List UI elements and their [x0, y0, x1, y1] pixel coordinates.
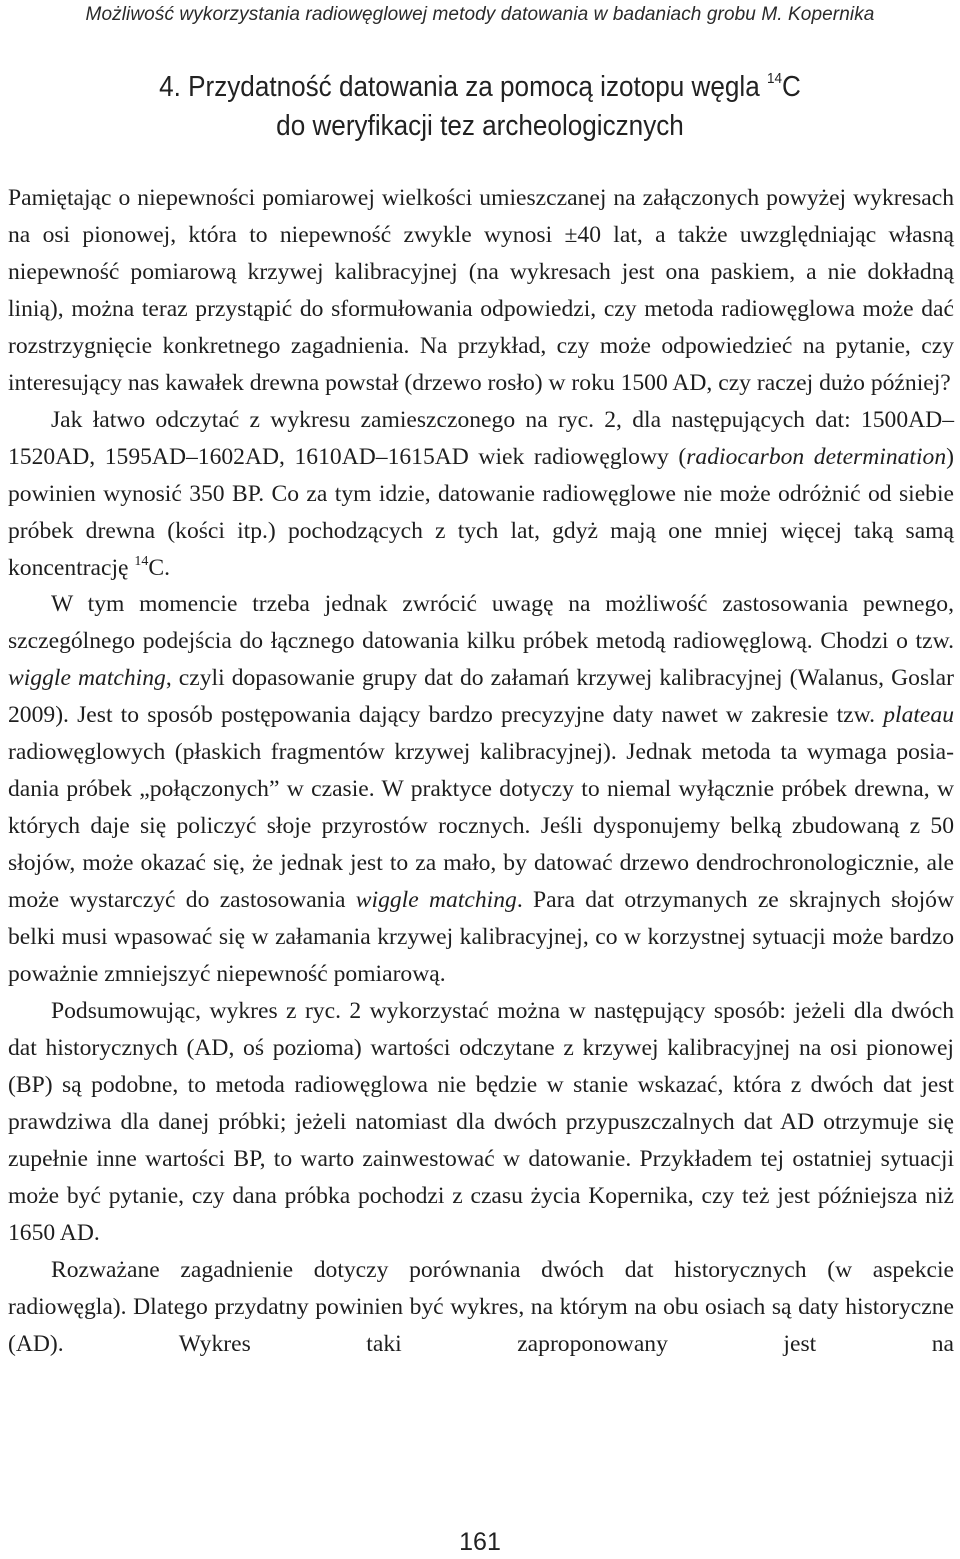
italic-term: wiggle matching — [355, 887, 517, 914]
section-title-line1: 4. Przydatność datowania za pomocą izotopu węgla $^{14}$C — [159, 70, 801, 103]
running-header: Możliwość wykorzystania radiowęglowej metody datowania w badaniach grobu M. Kopernika — [85, 4, 875, 25]
paragraph-5: Rozważane zagadnienie dotyczy porównania dwóch dat historycznych (w aspekcie radiowęgla). Dlatego przydatny powinien być wykres, na którym na obu osiach są daty historyczne (AD). Wykres taki zaproponowany jest na — [8, 1256, 954, 1357]
italic-term: wiggle matching — [8, 665, 166, 692]
italic-term: radiocarbon determination — [686, 443, 947, 470]
section-body — [8, 180, 954, 1363]
paragraph-3: W tym momencie trzeba jednak zwrócić uwagę na możliwość zastosowania pewnego, szczególnego podejścia do łącznego datowania kilku próbek metodą radiowęglową. Chodzi o tzw. wiggle matching, czyli dopasowanie grupy dat do załamań krzywej kalibracyjnej (Walanus, Goslar 2009). Jest to sposób postępowania dający bardzo precyzyjne daty nawet w zakresie tzw. plateau radiowęglowych (płaskich fragmentów krzywej kalibracyjnej). Jednak metoda ta wymaga posiadania próbek „połączonych” w czasie. W praktyce dotyczy to niemal wyłącznie próbek drewna, w których daje się policzyć słoje przyrostów rocznych. Jeśli dysponujemy belką zbudowaną z 50 słojów, może okazać się, że jednak jest to za mało, by datować drzewo dendrochronologicznie, ale może wystarczyć do zastosowania wiggle matching. Para dat otrzymanych ze skrajnych słojów belki musi wpasować się w załamania krzywej kalibracyjnej, co w korzystnej sytuacji może bardzo poważnie zmniejszyć niepewność pomiarową. — [8, 591, 955, 988]
section-title-line2: do weryfikacji tez archeologicznych — [276, 110, 684, 142]
paragraph-1: Pamiętając o niepewności pomiarowej wielkości umieszczanej na załączonych powyżej wykresach na osi pionowej, która to niepewność zwykle wynosi ±40 lat, a także uwzględniając własną niepewność pomiarową krzywej kalibracyjnej (na wykresach jest ona paskiem, a nie dokładną linią), można teraz przystąpić do sformułowania odpowiedzi, czy metoda radiowęglowa może dać rozstrzygnięcie konkretnego zagadnienia. Na przykład, czy może odpowiedzieć na pytanie, czy interesujący nas kawałek drewna powstał (drzewo rosło) w roku 1500 AD, czy raczej dużo później? — [8, 185, 954, 396]
paragraph-4: Podsumowując, wykres z ryc. 2 wykorzystać można w następujący sposób: jeżeli dla dwóch dat historycznych (AD, oś pozioma) wartości odczytane z krzywej kalibracyjnej na osi pionowej (BP) są podobne, to metoda radiowęglowa nie będzie w stanie wskazać, która z dwóch dat jest prawdziwa dla danej próbki; jeżeli natomiast dla dwóch przypuszczalnych dat AD otrzymuje się zupełnie inne wartości BP, to warto zainwestować w datowanie. Przykładem tej ostatniej sytuacji może być pytanie, czy dana próbka pochodzi z czasu życia Kopernika, czy też jest późniejsza niż 1650 AD. — [8, 997, 954, 1246]
section-title — [48, 68, 912, 146]
isotope-mass-superscript: 14 — [134, 553, 149, 569]
isotope-mass-superscript: 14 — [767, 70, 783, 87]
page-number: 161 — [459, 1528, 501, 1556]
paragraph-2: Jak łatwo odczytać z wykresu zamieszczonego na ryc. 2, dla następujących dat: 1500AD–1520AD, 1595AD–1602AD, 1610AD–1615AD wiek radiowęglowy (radiocarbon determination) powinien wynosić 350 BP. Co za tym idzie, datowanie radiowęglowe nie może odróżnić od siebie próbek drewna (kości itp.) pochodzących z tych lat, gdyż mają one mniej więcej taką samą koncentrację $^{14}$C. — [8, 406, 954, 581]
italic-term: plateau — [883, 702, 954, 729]
